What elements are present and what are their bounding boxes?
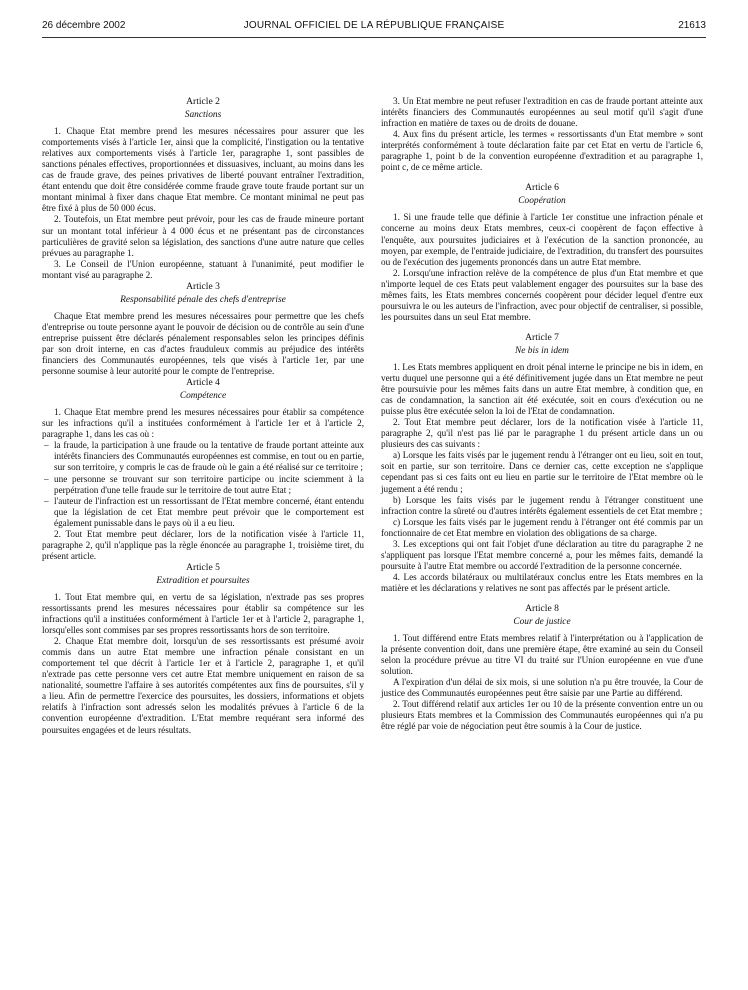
article-3-subtitle: Responsabilité pénale des chefs d'entreprise [120, 294, 286, 305]
article-8-subtitle: Cour de justice [513, 617, 571, 628]
article-7-paragraph-2: 2. Tout Etat membre peut déclarer, lors de la notification visée à l'article 11, paragraphe 2, qu'il n'est pas lié par le paragraphe 1 du présent article dans un ou plusieurs des cas suivants : [381, 417, 703, 450]
article-8-paragraph-2: A l'expiration d'un délai de six mois, si une solution n'a pu être trouvée, la Cour de justice des Communautés européennes peut être saisie par une Partie au différend. [381, 677, 703, 699]
article-4-title: Article 4 [186, 377, 220, 389]
article-7-paragraph-1: 1. Les Etats membres appliquent en droit pénal interne le principe ne bis in idem, en vertu duquel une personne qui a été définitivement jugée dans un Etat membre ne peut être poursuivie pour les mêmes faits dans un autre Etat membre, à condition que, en cas de condamnation, la sanction ait été exécutée, soit en cours d'exécution ou ne puisse plus être exécutée selon la loi de l'Etat de condamnation. [381, 361, 703, 417]
article-3-paragraph-1: Chaque Etat membre prend les mesures nécessaires pour permettre que les chefs d'entreprise ou toute personne ayant le pouvoir de décision ou de contrôle au sein d'une entreprise puissent être déclarés pénalement responsables selon les principes définis par son droit interne, en cas d'actes frauduleux commis au préjudice des intérêts financiers des Communautés européennes, tels que visés à l'article 1er, par une personne soumise à leur autorité pour le compte de l'entreprise. [42, 310, 364, 377]
article-2-title: Article 2 [186, 96, 220, 107]
article-4-subtitle: Compétence [179, 391, 227, 402]
header-rule [42, 37, 706, 38]
article-6-paragraph-2: 2. Lorsqu'une infraction relève de la compétence de plus d'un Etat membre et que n'importe lequel de ces Etats peut valablement engager des poursuites sur la base des mêmes faits, les Etats membres concernés coopèrent pour décider lequel d'entre eux poursuivra le ou les auteurs de l'infraction, avec pour objectif de centraliser, si possible, les poursuites dans un seul Etat membre. [381, 267, 703, 322]
article-8-title: Article 8 [525, 602, 559, 614]
article-4-list [42, 440, 364, 528]
header-date: 26 décembre 2002 [42, 20, 126, 31]
article-7-paragraph-4: 4. Les accords bilatéraux ou multilatéraux conclus entre les Etats membres en la matière et les déclarations y relatives ne sont pas affectés par le présent article. [381, 571, 703, 593]
article-5-paragraph-4: 4. Aux fins du présent article, les termes « ressortissants d'un Etat membre » sont interprétés conformément à toute déclaration faite par cet Etat en vertu de l'article 6, paragraphe 1, point b de la convention européenne d'extradition et au paragraphe 1, point c, de ce même article. [381, 129, 703, 173]
article-2-subtitle: Sanctions [184, 110, 222, 121]
list-item: – l'auteur de l'infraction est un ressortissant de l'Etat membre concerné, étant entendu que la législation de cet Etat membre peut prévoir que le comportement est également punissable dans le pays où il a eu lieu. [42, 496, 364, 529]
article-6-paragraph-1: 1. Si une fraude telle que définie à l'article 1er constitue une infraction pénale et concerne au moins deux Etats membres, ceux-ci coopèrent de façon effective à l'enquête, aux poursuites judiciaires et à l'exécution de la sanction prononcée, au moyen, par exemple, de l'entraide judiciaire, de l'extradition, du transfert des poursuites ou de l'exécution des jugements prononcés dans un autre Etat membre. [381, 212, 703, 267]
article-7-point-c: c) Lorsque les faits visés par le jugement rendu à l'étranger ont été commis par un fonctionnaire de cet Etat membre en violation des obligations de sa charge. [381, 516, 703, 538]
list-item: – la fraude, la participation à une fraude ou la tentative de fraude portant atteinte aux intérêts financiers des Communautés européennes est commise, en tout ou en partie, sur son territoire, y compris le cas de fraude où le gain a été réalisé sur ce territoire ; [42, 440, 364, 473]
right-column [381, 96, 703, 732]
article-2-paragraph-1: 1. Chaque Etat membre prend les mesures nécessaires pour assurer que les comportements visés à l'article 1er, ainsi que la complicité, l'instigation ou la tentative relatives aux comportements visés à l'article 1er, paragraphe 1, sont passibles de sanctions pénales effectives, proportionnées et dissuasives, incluant, au moins dans les cas de fraude grave, des peines privatives de liberté pouvant entraîner l'extradition, étant entendu que doit être considérée comme fraude grave toute fraude portant sur un montant minimal à fixer dans chaque Etat membre. Ce montant minimal ne peut pas être fixé à plus de 50 000 écus. [42, 126, 364, 214]
article-2-paragraph-3: 3. Le Conseil de l'Union européenne, statuant à l'unanimité, peut modifier le montant visé au paragraphe 2. [42, 258, 364, 280]
article-2-paragraph-2: 2. Toutefois, un Etat membre peut prévoir, pour les cas de fraude mineure portant sur un montant total inférieur à 4 000 écus et ne présentant pas de circonstances particulières de gravité selon sa législation, des sanctions d'une autre nature que celles prévues au paragraphe 1. [42, 214, 364, 258]
left-column [42, 96, 364, 736]
article-4-paragraph-1: 1. Chaque Etat membre prend les mesures nécessaires pour établir sa compétence sur les infractions qu'il a instituées conformément à l'article 1er et à l'article 2, paragraphe 1, dans les cas où : [42, 407, 364, 440]
journal-title: JOURNAL OFFICIEL DE LA RÉPUBLIQUE FRANÇAISE [243, 20, 505, 31]
article-7-point-a: a) Lorsque les faits visés par le jugement rendu à l'étranger ont eu lieu, soit en tout, soit en partie, sur son territoire. Dans ce dernier cas, cette exception ne s'applique cependant pas si ces faits ont eu lieu en partie sur le territoire de l'Etat membre où le jugement a été rendu ; [381, 450, 703, 494]
article-8-paragraph-3: 2. Tout différend relatif aux articles 1er ou 10 de la présente convention entre un ou plusieurs Etats membres et la Commission des Communautés européennes qui n'a pu être réglé par voie de négociation peut être soumis à la Cour de justice. [381, 699, 703, 732]
article-5-paragraph-2: 2. Chaque Etat membre doit, lorsqu'un de ses ressortissants est présumé avoir commis dans un autre Etat membre une infraction pénale consistant en un comportement tel que décrit à l'article 1er et à l'article 2, paragraphe 1, et qu'il n'extrade pas cette personne vers cet autre Etat membre uniquement en raison de sa nationalité, soumettre l'affaire à ses autorités compétentes aux fins de poursuites, s'il y a lieu. Afin de permettre l'exercice des poursuites, les dossiers, informations et objets relatifs à l'infraction sont adressés selon les modalités prévues à l'article 6 de la convention européenne d'extradition. L'Etat membre requérant sera informé des poursuites engagées et de leurs résultats. [42, 636, 364, 735]
article-6-subtitle: Coopération [518, 196, 566, 207]
article-5-paragraph-3: 3. Un Etat membre ne peut refuser l'extradition en cas de fraude portant atteinte aux intérêts financiers des Communautés européennes au seul motif qu'il s'agit d'une infraction en matière de taxes ou de droits de douane. [381, 96, 703, 129]
article-7-subtitle: Ne bis in idem [515, 345, 569, 356]
article-7-title: Article 7 [525, 331, 559, 343]
article-7-point-b: b) Lorsque les faits visés par le jugement rendu à l'étranger constituent une infraction contre la sûreté ou d'autres intérêts également essentiels de cet Etat membre ; [381, 494, 703, 516]
article-5-subtitle: Extradition et poursuites [156, 575, 250, 586]
article-7-paragraph-3: 3. Les exceptions qui ont fait l'objet d'une déclaration au titre du paragraphe 2 ne s'appliquent pas lorsque l'Etat membre concerné a, pour les mêmes faits, demandé la poursuite à l'autre Etat membre ou accordé l'extradition de la personne concernée. [381, 538, 703, 571]
article-3-title: Article 3 [186, 280, 220, 292]
article-5-paragraph-1: 1. Tout Etat membre qui, en vertu de sa législation, n'extrade pas ses propres ressortissants prend les mesures nécessaires pour établir sa compétence sur les infractions qu'il a instituées conformément à l'article 1er et à l'article 2, paragraphe 1, lorsqu'elles sont commises par ses propres ressortissants hors de son territoire. [42, 591, 364, 636]
article-6-title: Article 6 [525, 182, 559, 194]
article-5-title: Article 5 [186, 561, 220, 573]
article-4-paragraph-2: 2. Tout Etat membre peut déclarer, lors de la notification visée à l'article 11, paragraphe 2, qu'il n'applique pas la règle énoncée au paragraphe 1, troisième tiret, du présent article. [42, 528, 364, 561]
page-number: 21613 [678, 20, 706, 31]
list-item: – une personne se trouvant sur son territoire participe ou incite sciemment à la perpétration d'une telle fraude sur le territoire de tout autre Etat ; [42, 474, 364, 496]
article-8-paragraph-1: 1. Tout différend entre Etats membres relatif à l'interprétation ou à l'application de la présente convention doit, dans une première étape, être examiné au sein du Conseil selon la procédure prévue au titre VI du traité sur l'Union européenne en vue d'une solution. [381, 633, 703, 677]
